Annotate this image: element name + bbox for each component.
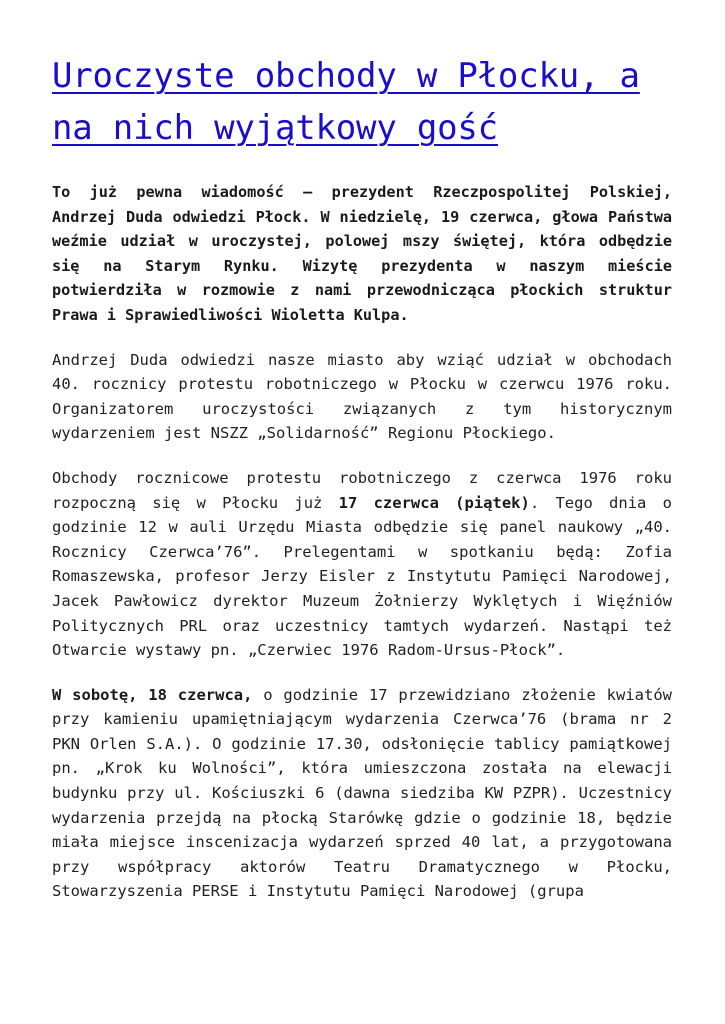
- paragraph-1: Andrzej Duda odwiedzi nasze miasto aby wziąć udział w obchodach 40. rocznicy protestu robotniczego w Płocku w czerwcu 1976 roku. Organizatorem uroczystości związanych z tym historycznym wydarzeniem jest NSZZ „Solidarność” Regionu Płockiego.: [52, 350, 672, 443]
- article: [52, 50, 672, 924]
- paragraph-2-date: 17 czerwca (piątek): [338, 493, 530, 512]
- article-lead: To już pewna wiadomość – prezydent Rzeczpospolitej Polskiej, Andrzej Duda odwiedzi Płock. W niedzielę, 19 czerwca, głowa Państwa weźmie udział w uroczystej, polowej mszy świętej, która odbędzie się na Starym Rynku. Wizytę prezydenta w naszym mieście potwierdziła w rozmowie z nami przewodnicząca płockich struktur Prawa i Sprawiedliwości Wioletta Kulpa.: [52, 183, 672, 324]
- paragraph-3-text: o godzinie 17 przewidziano złożenie kwiatów przy kamieniu upamiętniającym wydarzenia Czerwca’76 (brama nr 2 PKN Orlen S.A.). O godzinie 17.30, odsłonięcie tablicy pamiątkowej pn. „Krok ku Wolności”, która umieszczona została na elewacji budynku przy ul. Kościuszki 6 (dawna siedziba KW PZPR). Uczestnicy wydarzenia przejdą na płocką Starówkę gdzie o godzinie 18, będzie miała miejsce inscenizacja wydarzeń sprzed 40 lat, a przygotowana przy współpracy aktorów Teatru Dramatycznego w Płocku, Stowarzyszenia PERSE i Instytutu Pamięci Narodowej (grupa: [52, 685, 672, 901]
- paragraph-3-date: W sobotę, 18 czerwca,: [52, 685, 253, 704]
- article-title: [52, 50, 672, 154]
- article-title-link[interactable]: Uroczyste obchody w Płocku, a na nich wyjątkowy gość: [52, 56, 640, 148]
- paragraph-3: [52, 683, 672, 904]
- paragraph-2-text-a: Obchody rocznicowe protestu robotniczego z czerwca 1976 roku rozpoczną się w Płocku już: [52, 468, 672, 512]
- paragraph-2-text-b: . Tego dnia o godzinie 12 w auli Urzędu Miasta odbędzie się panel naukowy „40. Rocznicy Czerwca’76”. Prelegentami w spotkaniu będą: Zofia Romaszewska, profesor Jerzy Eisler z Instytutu Pamięci Narodowej, Jacek Pawłowicz dyrektor Muzeum Żołnierzy Wyklętych i Więźniów Politycznych PRL oraz uczestnicy tamtych wydarzeń. Nastąpi też Otwarcie wystawy pn. „Czerwiec 1976 Radom-Ursus-Płock”.: [52, 493, 672, 660]
- paragraph-2: [52, 466, 672, 663]
